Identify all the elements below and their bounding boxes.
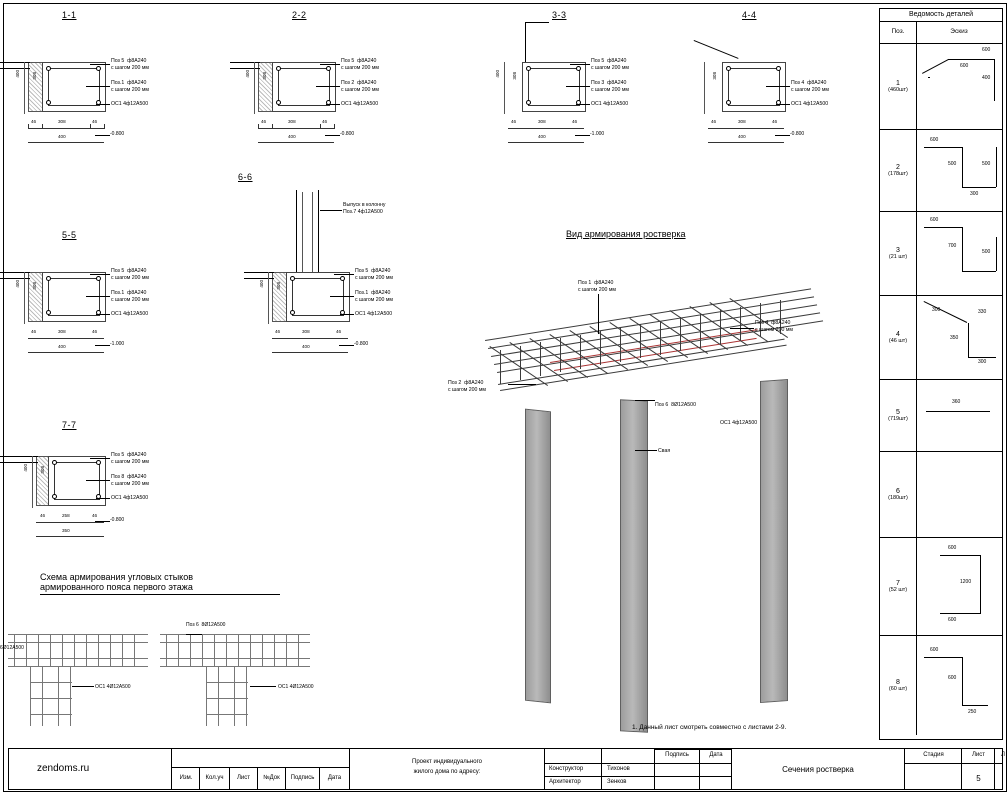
- dim-tick: [28, 124, 29, 129]
- dim-tick: [320, 124, 321, 129]
- spec-table: [879, 8, 1003, 740]
- rebar-dot: [290, 276, 295, 281]
- table-row: [880, 43, 1002, 130]
- rebar-dot: [276, 100, 281, 105]
- dim-value: 400: [58, 134, 66, 139]
- slab-line: [244, 272, 274, 273]
- spec-dim: 300: [970, 191, 979, 197]
- column-line: [296, 190, 297, 272]
- spec-pos-qty: (46 шт): [888, 337, 908, 344]
- sheets-label: Л: [1001, 752, 1005, 758]
- view3d-title: Вид армирования ростверка: [566, 229, 686, 239]
- pile-column: [525, 409, 551, 704]
- corner-label: ОС1 4Ø12А500: [95, 684, 131, 690]
- leader-line: [576, 104, 590, 105]
- spec-dim: 330: [978, 309, 987, 315]
- dim-ext-line: [268, 272, 269, 324]
- rebar-dot: [726, 66, 731, 71]
- dim-value: 400: [495, 70, 500, 78]
- leader-line: [96, 314, 110, 315]
- rebar-label: ОС1 4ф12А500: [111, 101, 149, 107]
- stirrup-outline: [278, 68, 330, 106]
- stirrup-outline: [48, 278, 100, 316]
- level-leader: [575, 135, 590, 136]
- column-line: [318, 190, 319, 272]
- table-row: [880, 537, 1002, 636]
- dim-value: 400: [15, 280, 20, 288]
- spec-dim: 600: [930, 217, 939, 223]
- dim-value: 46: [40, 513, 46, 518]
- rebar-label: ОС1 4ф12А500: [341, 101, 379, 107]
- spec-table-header: [880, 21, 1002, 44]
- dim-value: 308: [40, 466, 45, 474]
- section-4-4: [680, 10, 880, 150]
- section-title: 6-6: [238, 172, 253, 182]
- rebar-dot: [96, 460, 101, 465]
- dim-tick: [258, 124, 259, 129]
- view3d-label: Поз 2 ф8А240 с шагом 200 мм: [448, 380, 486, 393]
- dim-value: 400: [23, 464, 28, 472]
- rebar-label: Выпуск в колонну Поз.7 4ф12А500: [343, 202, 386, 215]
- col-ndok: №Док: [263, 775, 280, 781]
- dim-value: 308: [512, 72, 517, 80]
- spec-pos-cell: [880, 211, 917, 295]
- dim-value: 400: [288, 134, 296, 139]
- table-row: [880, 211, 1002, 296]
- leader-line: [570, 64, 590, 65]
- rebar-dot: [726, 100, 731, 105]
- rebar-dot: [52, 460, 57, 465]
- rebar-dot: [46, 100, 51, 105]
- spec-sketch-cell: [916, 537, 1002, 635]
- dim-value: 400: [259, 280, 264, 288]
- spec-pos-qty: (21 шт): [888, 253, 908, 260]
- name-konstruktor: Тихонов: [607, 766, 630, 772]
- spec-pos-cell: [880, 537, 917, 635]
- dimension-line: [36, 536, 104, 537]
- dim-value: 46: [336, 329, 342, 334]
- spec-pos-qty: (719шт): [888, 415, 908, 422]
- spec-dim: 500: [982, 249, 991, 255]
- corner-scheme-drawing: [0, 612, 330, 732]
- rebar-dot: [776, 66, 781, 71]
- view3d-drawing: [430, 250, 870, 720]
- dim-ext-line: [254, 62, 255, 114]
- dim-value: 308: [538, 119, 546, 124]
- level-leader: [95, 135, 110, 136]
- slab-line: [0, 62, 30, 63]
- spec-pos-cell: [880, 635, 917, 735]
- dim-value: 400: [738, 134, 746, 139]
- col-koluch: Кол.уч: [205, 775, 224, 781]
- level-leader: [95, 345, 110, 346]
- role-konstruktor: Конструктор: [549, 766, 584, 772]
- rebar-label: Поз 2 ф8А240 с шагом 200 мм: [341, 80, 379, 93]
- dim-value: 308: [276, 282, 281, 290]
- dim-tick: [90, 124, 91, 129]
- view3d-label: Свая: [658, 448, 671, 454]
- spec-sketch-cell: [916, 211, 1002, 295]
- rebar-label: ОС1 4ф12А500: [591, 101, 629, 107]
- dim-value: 46: [31, 119, 37, 124]
- rebar-dot: [526, 66, 531, 71]
- dim-value: 400: [58, 344, 66, 349]
- dim-value: 308: [58, 329, 66, 334]
- column-rebar: [312, 192, 313, 272]
- section-5-5: [0, 230, 230, 370]
- dimension-line: [28, 352, 104, 353]
- spec-dim: 500: [982, 161, 991, 167]
- rebar-label: Поз.1 ф8А240 с шагом 200 мм: [355, 290, 393, 303]
- dim-ext-line: [32, 456, 33, 508]
- leader-line: [334, 274, 354, 275]
- date-header: Дата: [709, 752, 723, 758]
- dim-value: 46: [511, 119, 517, 124]
- project-line1: Проект индивидуального: [412, 759, 482, 765]
- stirrup-outline: [292, 278, 344, 316]
- dim-value: 400: [538, 134, 546, 139]
- rebar-dot: [46, 310, 51, 315]
- spec-dim: 400: [982, 75, 991, 81]
- level-mark: -0.800: [790, 131, 805, 137]
- rebar-label: Поз 5 ф8А240 с шагом 200 мм: [355, 268, 393, 281]
- spec-dim: 350: [950, 335, 959, 341]
- rebar-label: ОС1 4ф12А500: [111, 495, 149, 501]
- level-leader: [775, 135, 790, 136]
- dim-value: 400: [302, 344, 310, 349]
- leader-line: [86, 86, 110, 87]
- section-title: 2-2: [292, 10, 307, 20]
- spec-dim: 300: [978, 359, 987, 365]
- leader-line: [90, 458, 110, 459]
- section-title: 3-3: [552, 10, 567, 20]
- dim-value: 46: [772, 119, 778, 124]
- spec-dim: 700: [948, 243, 957, 249]
- rebar-label: Поз 5 ф8А240 с шагом 200 мм: [341, 58, 379, 71]
- level-mark: -1.000: [110, 341, 125, 347]
- dimension-line: [508, 142, 584, 143]
- stirrup-outline: [528, 68, 580, 106]
- dim-ext-line: [24, 272, 25, 324]
- section-7-7: [0, 420, 230, 560]
- corner-label: ОС1 4Ø12А500: [278, 684, 314, 690]
- rebar-label: ОС1 4ф12А500: [355, 311, 393, 317]
- rebar-dot: [46, 276, 51, 281]
- rebar-label: Поз 3 ф8А240 с шагом 200 мм: [591, 80, 629, 93]
- col-izm: Изм.: [179, 775, 193, 781]
- spec-pos-cell: [880, 379, 917, 451]
- rebar-dot: [276, 66, 281, 71]
- rebar-label: Поз 8 ф8А240 с шагом 200 мм: [111, 474, 149, 487]
- wall-line: [525, 22, 526, 62]
- table-row: [880, 451, 1002, 538]
- spec-dim: 360: [952, 399, 961, 405]
- sheet-note: 1. Данный лист смотреть совместно с листами 2-9.: [632, 724, 787, 731]
- spec-pos-num: 1: [896, 79, 900, 87]
- dimension-line: [258, 128, 334, 129]
- sheet-label: Лист: [971, 752, 986, 758]
- dim-ext-line: [504, 62, 505, 114]
- dimension-line: [36, 522, 104, 523]
- view3d-label: Поз 4 ф8А240 с шагом 200 мм: [755, 320, 793, 333]
- spec-sketch-cell: [916, 129, 1002, 211]
- sheet-title: Сечения ростверка: [782, 765, 854, 774]
- dim-value: 400: [15, 70, 20, 78]
- spec-pos-qty: (180шт): [888, 494, 908, 501]
- rebar-label: Поз 5 ф8А240 с шагом 200 мм: [591, 58, 629, 71]
- spec-sketch-cell: [916, 379, 1002, 451]
- rebar-dot: [326, 66, 331, 71]
- dim-value: 308: [738, 119, 746, 124]
- dim-value: 46: [92, 329, 98, 334]
- spec-pos-qty: (52 шт): [888, 586, 908, 593]
- dimension-line: [272, 338, 348, 339]
- spec-header-pos: Поз.: [880, 21, 917, 43]
- leader-line: [320, 210, 342, 211]
- corner-scheme-title: [40, 572, 193, 592]
- rebar-dot: [52, 494, 57, 499]
- spec-pos-cell: [880, 43, 917, 129]
- dim-value: 308: [288, 119, 296, 124]
- dim-value: 308: [712, 72, 717, 80]
- spec-header-sketch: Эскиз: [950, 28, 968, 35]
- spec-dim: 500: [948, 161, 957, 167]
- rebar-dot: [340, 276, 345, 281]
- wall-line: [525, 22, 549, 23]
- spec-pos-qty: (178шт): [888, 170, 908, 177]
- spec-table-title: Ведомость деталей: [880, 9, 1002, 22]
- dimension-line: [272, 352, 348, 353]
- table-row: [880, 635, 1002, 735]
- dim-value: 308: [262, 72, 267, 80]
- dim-value: 258: [62, 513, 70, 518]
- rebar-label: Поз 5 ф8А240 с шагом 200 мм: [111, 452, 149, 465]
- spec-dim: 600: [948, 545, 957, 551]
- level-mark: -0.800: [340, 131, 355, 137]
- slope-line: [694, 40, 739, 59]
- rebar-label: Поз 5 ф8А240 с шагом 200 мм: [111, 268, 149, 281]
- dim-tick: [272, 124, 273, 129]
- spec-pos-num: 8: [896, 678, 900, 686]
- spec-pos-num: 4: [896, 330, 900, 338]
- rebar-dot: [576, 66, 581, 71]
- name-arhitektor: Зенков: [607, 779, 627, 785]
- corner-label: 6Ø12А500: [0, 645, 24, 651]
- dim-tick: [42, 124, 43, 129]
- spec-pos-num: 2: [896, 163, 900, 171]
- spec-dim: 1200: [960, 579, 972, 585]
- rebar-label: Поз.1 ф8А240 с шагом 200 мм: [111, 80, 149, 93]
- leader-line: [96, 498, 110, 499]
- dimension-line: [28, 338, 104, 339]
- spec-pos-num: 3: [896, 246, 900, 254]
- level-mark: -0.800: [110, 131, 125, 137]
- spec-pos-num: 6: [896, 487, 900, 495]
- rebar-dot: [526, 100, 531, 105]
- leader-line: [330, 296, 354, 297]
- col-list: Лист: [236, 775, 251, 781]
- rebar-dot: [96, 276, 101, 281]
- dim-ext-line: [704, 62, 705, 114]
- stirrup-outline: [54, 462, 100, 500]
- dim-value: 46: [261, 119, 267, 124]
- level-mark: -0.800: [354, 341, 369, 347]
- dim-value: 308: [58, 119, 66, 124]
- spec-dim: 600: [948, 617, 957, 623]
- level-leader: [325, 135, 340, 136]
- table-row: [880, 129, 1002, 212]
- sheet-number: 5: [976, 774, 981, 783]
- dimension-line: [508, 128, 584, 129]
- dim-value: 46: [31, 329, 37, 334]
- slab-line: [230, 62, 260, 63]
- spec-pos-qty: (460шт): [888, 86, 908, 93]
- level-mark: -0.800: [110, 517, 125, 523]
- leader-line: [566, 86, 590, 87]
- leader-line: [316, 86, 340, 87]
- dimension-line: [708, 128, 784, 129]
- spec-sketch-cell: [916, 635, 1002, 735]
- level-leader: [339, 345, 354, 346]
- leader-line: [90, 64, 110, 65]
- rebar-dot: [46, 66, 51, 71]
- leader-line: [96, 104, 110, 105]
- level-mark: -1.000: [590, 131, 605, 137]
- slab-line: [0, 272, 30, 273]
- dim-value: 46: [572, 119, 578, 124]
- rebar-dot: [96, 66, 101, 71]
- view3d-label: Поз 1 ф8А240 с шагом 200 мм: [578, 280, 616, 293]
- dim-value: 350: [62, 528, 70, 533]
- leader-line: [326, 104, 340, 105]
- spec-pos-qty: (60 шт): [888, 685, 908, 692]
- spec-sketch-cell: [916, 43, 1002, 129]
- spec-sketch-cell: [916, 451, 1002, 537]
- spec-pos-cell: [880, 129, 917, 211]
- spec-sketch-cell: [916, 295, 1002, 379]
- section-3-3: [480, 10, 710, 150]
- spec-pos-num: 5: [896, 408, 900, 416]
- rebar-label: ОС1 4ф12А500: [111, 311, 149, 317]
- spec-dim: 300: [932, 307, 941, 313]
- spec-pos-cell: [880, 295, 917, 379]
- pile-column: [760, 379, 788, 703]
- dim-ext-line: [24, 62, 25, 114]
- corner-scheme-title-line1: Схема армирования угловых стыков: [40, 572, 193, 582]
- dimension-line: [28, 142, 104, 143]
- spec-dim: 600: [960, 63, 969, 69]
- dim-value: 46: [322, 119, 328, 124]
- leader-line: [340, 314, 354, 315]
- dimension-line: [28, 128, 104, 129]
- section-title: 1-1: [62, 10, 77, 20]
- corner-label: Поз 6 8Ø12А500: [186, 622, 226, 628]
- leader-line: [320, 64, 340, 65]
- dim-value: 308: [32, 72, 37, 80]
- spec-dim: 600: [930, 137, 939, 143]
- leader-line: [86, 480, 110, 481]
- dim-tick: [334, 124, 335, 129]
- section-title: 4-4: [742, 10, 757, 20]
- dim-value: 46: [275, 329, 281, 334]
- rebar-dot: [290, 310, 295, 315]
- spec-pos-cell: [880, 451, 917, 537]
- sign-header: Подпись: [665, 752, 689, 758]
- column-rebar: [302, 192, 303, 272]
- corner-scheme-title-line2: армированного пояса первого этажа: [40, 582, 193, 592]
- role-arhitektor: Архитектор: [549, 779, 581, 785]
- project-line2: жилого дома по адресу:: [413, 769, 481, 775]
- dim-value: 308: [302, 329, 310, 334]
- dim-value: 46: [711, 119, 717, 124]
- stage-label: Стадия: [923, 752, 944, 758]
- table-row: [880, 379, 1002, 452]
- rebar-label: Поз.1 ф8А240 с шагом 200 мм: [111, 290, 149, 303]
- section-title: 7-7: [62, 420, 77, 430]
- spec-dim: 600: [930, 647, 939, 653]
- section-2-2: [230, 10, 460, 150]
- leader-line: [90, 274, 110, 275]
- section-1-1: [0, 10, 230, 150]
- dim-value: 400: [245, 70, 250, 78]
- site-brand: zendoms.ru: [37, 763, 90, 774]
- spec-dim: 250: [968, 709, 977, 715]
- spec-dim: 600: [948, 675, 957, 681]
- leader-line: [766, 86, 790, 87]
- dim-value: 46: [92, 119, 98, 124]
- dimension-line: [708, 142, 784, 143]
- rebar-label: ОС1 4ф12А500: [791, 101, 829, 107]
- leader-line: [86, 296, 110, 297]
- rebar-label: Поз 4 ф8А240 с шагом 200 мм: [791, 80, 829, 93]
- stirrup-outline: [48, 68, 100, 106]
- spec-dim: 600: [982, 47, 991, 53]
- col-data: Дата: [327, 775, 342, 781]
- dimension-line: [258, 142, 334, 143]
- leader-line: [776, 104, 790, 105]
- dim-value: 46: [92, 513, 98, 518]
- section-title: 5-5: [62, 230, 77, 240]
- view3d-label: ОС1 4ф12А500: [720, 420, 758, 426]
- view3d-label: Поз 6 8Ø12А500: [655, 402, 696, 408]
- table-row: [880, 295, 1002, 380]
- dim-tick: [104, 124, 105, 129]
- col-podpis: Подпись: [290, 775, 315, 781]
- spec-pos-num: 7: [896, 579, 900, 587]
- stirrup-outline: [728, 68, 780, 106]
- rebar-label: Поз 5 ф8А240 с шагом 200 мм: [111, 58, 149, 71]
- dim-value: 308: [32, 282, 37, 290]
- title-block: [8, 748, 1003, 790]
